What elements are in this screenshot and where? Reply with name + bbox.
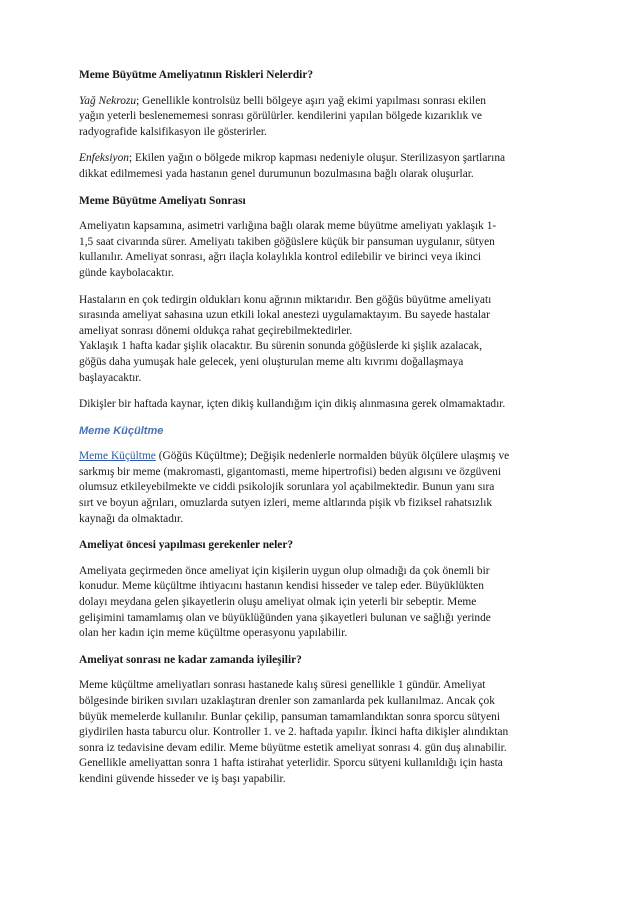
term-infection: Enfeksiyon [79,152,129,165]
paragraph-breast-reduction: Meme Küçültme (Göğüs Küçültme); Değişik nedenlerle normalden büyük ölçülere ulaşmış ve sarkmış bir meme (makromasti, gigantomasti, meme hipertrofisi) beden algısını ve özgüveni olumsuz etkileyebilmekte ve ciddi psikolojik sorunlara yol açabilmektedir. Bunun yanı sıra sırt ve boyun ağrıları, omuzlarda sutyen izleri, meme altlarında pişik vb fiziksel rahatsızlık kaynağı da olmaktadır. [79,450,510,525]
heading-breast-reduction: Meme Küçültme [79,424,164,437]
paragraph-recovery: Meme küçültme ameliyatları sonrası hastanede kalış süresi genellikle 1 gündür. Ameliyat bölgesinde biriken sıvıları uzaklaştıran drenler son zamanlarda pek kullanılmaz. Ancak çok büyük memelerde kullanılır. Bunlar çekilip, pansuman tamamlandıktan sonra sporcu sütyeni giydirilen hasta taburcu olur. Kontroller 1. ve 2. haftada yapılır. İkinci hafta dikişler alındıktan sonra iz tedavisine devam edilir. Meme büyütme estetik ameliyat sonrası 4. gün duş alınabilir. Genellikle ameliyattan sonra 1 hafta istirahat yeterlidir. Sporcu sütyeni kullanıldığı için hasta kendini güvende hisseder ve iş başı yapabilir. [79,679,509,785]
paragraph-stitches: Dikişler bir haftada kaynar, içten dikiş kullandığım için dikiş alınmasına gerek olmamaktadır. [79,398,506,411]
term-fat-necrosis: Yağ Nekrozu [79,94,137,107]
paragraph-pain-swelling: Hastaların en çok tedirgin oldukları konu ağrının miktarıdır. Ben göğüs büyütme ameliyatı sırasında ameliyat sahasına uzun etkili lokal anestezi uygulamaktayım. Bu sayede hastalar ameliyat sonrası dönemi oldukça rahat geçirebilmektedirler. Yaklaşık 1 hafta kadar şişlik olacaktır. Bu sürenin sonunda göğüslerde ki şişlik azalacak, göğüs daha yumuşak hale gelecek, yeni oluşturulan meme altı kıvrımı doğallaşmaya başlayacaktır. [79,293,492,384]
heading-breast-augmentation-risks: Meme Büyütme Ameliyatının Riskleri Nelerdir? [79,69,314,81]
paragraph-surgery-duration: Ameliyatın kapsamına, asimetri varlığına bağlı olarak meme büyütme ameliyatı yaklaşık 1- 1,5 saat civarında sürer. Ameliyatı takiben göğüslere küçük bir pansuman uygulanır, sütyen kullanılır. Ameliyat sonrası, ağrı ilaçla kolaylıkla kontrol edilebilir ve birinci veya ikinci günde kaybolacaktır. [79,220,497,279]
paragraph-before-surgery: Ameliyata geçirmeden önce ameliyat için kişilerin uygun olup olmadığı da çok önemli bir konudur. Meme küçültme ihtiyacını hastanın kendisi hisseder ve talep eder. Büyüklükten dolayı meydana gelen şikayetlerin oluşu ameliyat olmak için yeterli bir sebeptir. Meme gelişimini tamamlamış olan ve büyüklüğünden yana şikayetleri bulunan ve sağlığı yerinde olan her kadın için meme küçültme operasyonu yapılabilir. [79,564,491,640]
document-page [79,68,566,799]
heading-after-augmentation: Meme Büyütme Ameliyatı Sonrası [79,194,246,207]
paragraph-fat-necrosis: Yağ Nekrozu; Genellikle kontrolsüz belli bölgeye aşırı yağ ekimi yapılması sonrası ekilen yağın yeterli beslenememesi sonrası görülürler. kendilerini yapılan bölgede kızarıklık ve radyografide kalsifikasyon ile gösterirler. [79,94,486,138]
heading-before-surgery: Ameliyat öncesi yapılması gerekenler neler? [79,539,294,552]
heading-recovery-time: Ameliyat sonrası ne kadar zamanda iyileşilir? [79,653,302,666]
breast-reduction-link[interactable]: Meme Küçültme [79,450,156,463]
paragraph-infection: Enfeksiyon; Ekilen yağın o bölgede mikrop kapması nedeniyle oluşur. Sterilizasyon şartlarına dikkat edilmemesi yada hastanın genel durumunun bozulmasına bağlı olarak oluşurlar. [79,152,506,180]
